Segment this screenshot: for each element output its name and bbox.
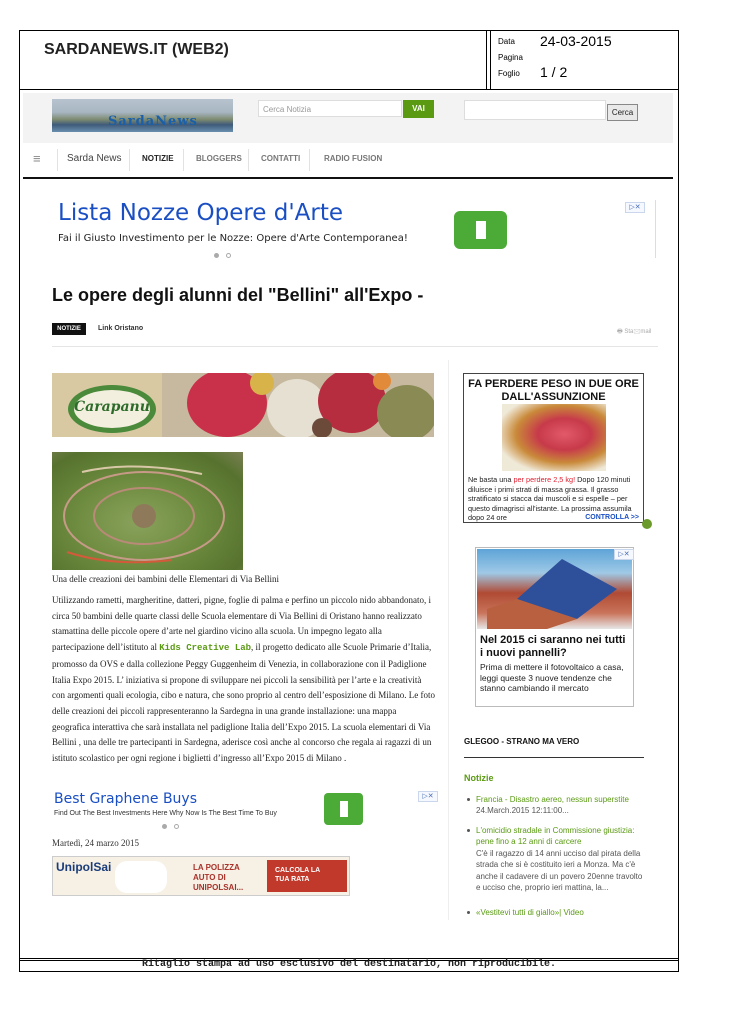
sidebar-ad-diet[interactable] [463, 373, 644, 523]
bullet-icon [467, 829, 470, 832]
cow-image [115, 861, 167, 893]
article-date: Martedì, 24 marzo 2015 [52, 838, 139, 848]
sheet-label: Foglio [498, 69, 520, 78]
sidebar-ad-image [477, 549, 632, 629]
sidebar-ad-solar[interactable] [475, 547, 634, 707]
print-email-tools[interactable]: 🖶 Sta🖂mail [617, 329, 652, 335]
news-item[interactable] [467, 825, 647, 893]
site-logo[interactable] [52, 99, 233, 132]
unipolsai-logo: UnipolSai [56, 860, 112, 874]
divider [486, 31, 487, 89]
carousel-dot[interactable] [174, 824, 179, 829]
menu-icon[interactable]: ≡ [33, 151, 41, 166]
article-author[interactable]: Link Oristano [98, 325, 144, 332]
publication-name: SARDANEWS.IT (WEB2) [44, 41, 229, 58]
sidebar-ad-text: Prima di mettere il fotovoltaico a casa, leggi queste 3 nuove tendenze che stanno cambiando il mercato [480, 662, 624, 693]
nav-item-home[interactable]: Sarda News [67, 153, 122, 164]
clipping-header [19, 30, 679, 90]
news-meta: 24.March.2015 12:11:00... [476, 806, 569, 816]
sidebar-ad-text: Ne basta una per perdere 2,5 kg! Dopo 120 minuti diluisce i primi strati di massa grassa. Il grasso stratificato si stacca dai muscoli e si espelle – per questo dimagrisci all'istante. La prossima assumila dopo 24 ore [468, 475, 632, 522]
sidebar-ad-image [502, 404, 606, 471]
article-body [52, 593, 436, 767]
page-label: Pagina [498, 53, 523, 62]
ad-subtitle[interactable]: Fai il Giusto Investimento per le Nozze: Opere d'Arte Contemporanea! [58, 233, 408, 244]
nav-item-radio[interactable]: RADIO FUSION [324, 154, 383, 163]
inline-ad-subtitle[interactable]: Find Out The Best Investments Here Why Now Is The Best Time To Buy [54, 810, 277, 817]
nav-item-notizie[interactable]: NOTIZIE [142, 154, 174, 163]
divider [52, 346, 658, 347]
ad-open-button[interactable] [454, 211, 507, 249]
date-value: 24-03-2015 [540, 33, 612, 49]
inline-ad-title[interactable]: Best Graphene Buys [54, 791, 198, 807]
banner-brand: Carapanu [74, 399, 150, 415]
article-photo [52, 452, 243, 570]
carapanu-banner[interactable] [52, 373, 434, 437]
sheet-value: 1 / 2 [540, 64, 568, 80]
kids-creative-lab-link[interactable]: Kids Creative Lab [159, 643, 252, 654]
divider [464, 757, 644, 758]
unipolsai-banner[interactable] [52, 856, 350, 896]
bullet-icon [467, 798, 470, 801]
sidebar-ad-title: FA PERDERE PESO IN DUE ORE DALL'ASSUNZIONE [468, 378, 639, 403]
article-body-text: Utilizzando rametti, margheritine, datteri, pigne, foglie di palma e perfino un piccolo nido abbandonato, i circa 50 bambini delle quarte classi delle Scuola elementare di Via Bellini di Oristano hanno realizzato stamattina delle piccole opere d’arte nel giardino vicino alla scuola. Un impegno legato alla partecipazione dell’istituto al [52, 595, 431, 653]
bullet-icon [467, 911, 470, 914]
cerca-button[interactable]: Cerca [607, 104, 638, 121]
news-title[interactable]: L'omicidio stradale in Commissione giustizia: pene fino a 12 anni di carcere [476, 826, 635, 847]
sidebar-section-title: GLEGOO - STRANO MA VERO [464, 737, 580, 746]
divider [448, 360, 449, 920]
search-input[interactable]: Cerca Notizia [258, 100, 402, 117]
sidebar-news-heading: Notizie [464, 773, 494, 783]
divider [655, 200, 656, 258]
banner-cta: CALCOLA LA TUA RATA [267, 860, 347, 892]
ad-title[interactable]: Lista Nozze Opere d'Arte [58, 200, 344, 226]
category-tag[interactable]: NOTIZIE [52, 323, 86, 335]
solar-graphic [477, 549, 632, 629]
news-title[interactable]: «Vestitevi tutti di giallo»| Video [476, 908, 584, 917]
adchoices-icon[interactable]: ▷✕ [614, 549, 634, 560]
main-nav [23, 143, 673, 179]
nav-item-bloggers[interactable]: BLOGGERS [196, 154, 242, 163]
inline-ad-button[interactable] [324, 793, 363, 825]
search-button[interactable]: VAI [403, 100, 434, 118]
banner-text: LA POLIZZA AUTO DI UNIPOLSAI... [193, 863, 244, 892]
article-body-text: , il progetto dedicato alle Scuole Primarie d’Italia, promosso da OVS e dalla collezione Peggy Guggenheim di Venezia, in collaborazione con il Padiglione Italia Expo 2015. L’ iniziativa si propone di sviluppare nei piccoli la sensibilità per l’arte e la creatività con argomenti quali ecologia, cibo e natura, che sono proprio al centro dell’esposizione di Milano. Le foto delle creazioni dei piccoli rappresenteranno la Sardegna in una grande installazione: una mappa geografica interattiva che sarà installata nel padiglione Italia dell’Expo 2015. La scuola elementari di Via Bellini , una delle tre partecipanti in Sardegna, aderisce così anche al concorso che regala ai ragazzi di un istituto scolastico per ogni regione i biglietti d’ingresso all’Expo 2015 di Milano . [52, 642, 435, 764]
carousel-dot[interactable] [226, 253, 231, 258]
photo-graphic [52, 452, 243, 570]
nav-item-contatti[interactable]: CONTATTI [261, 154, 301, 163]
leaf-icon [642, 519, 652, 529]
carousel-dot[interactable] [214, 253, 219, 258]
adchoices-icon[interactable]: ▷✕ [625, 202, 645, 213]
date-label: Data [498, 37, 515, 46]
sidebar-ad-more-link[interactable]: CONTROLLA >> [585, 514, 639, 521]
carousel-dot[interactable] [162, 824, 167, 829]
divider [490, 31, 491, 89]
news-title[interactable]: Francia - Disastro aereo, nessun superstite [476, 795, 629, 804]
article-title: Le opere degli alunni del "Bellini" all'Expo - [52, 285, 424, 305]
search-input-secondary[interactable] [464, 100, 606, 120]
news-item[interactable] [467, 794, 647, 817]
sidebar-ad-title: Nel 2015 ci saranno nei tutti i nuovi pannelli? [480, 634, 626, 659]
logo-text: SardaNews [108, 114, 198, 129]
photo-caption: Una delle creazioni dei bambini delle Elementari di Via Bellini [52, 574, 279, 584]
clipping-footer: Ritaglio stampa ad uso esclusivo del destinatario, non riproducibile. [19, 958, 679, 972]
news-meta: C'è il ragazzo di 14 anni ucciso dal pirata della strada che si è costituito ieri a Monza. Ma c'è anche il cadavere di un povero 20enne travolto e ucciso che, proprio ieri mattina, la... [476, 848, 643, 893]
news-item[interactable] [467, 907, 647, 918]
adchoices-icon[interactable]: ▷✕ [418, 791, 438, 802]
